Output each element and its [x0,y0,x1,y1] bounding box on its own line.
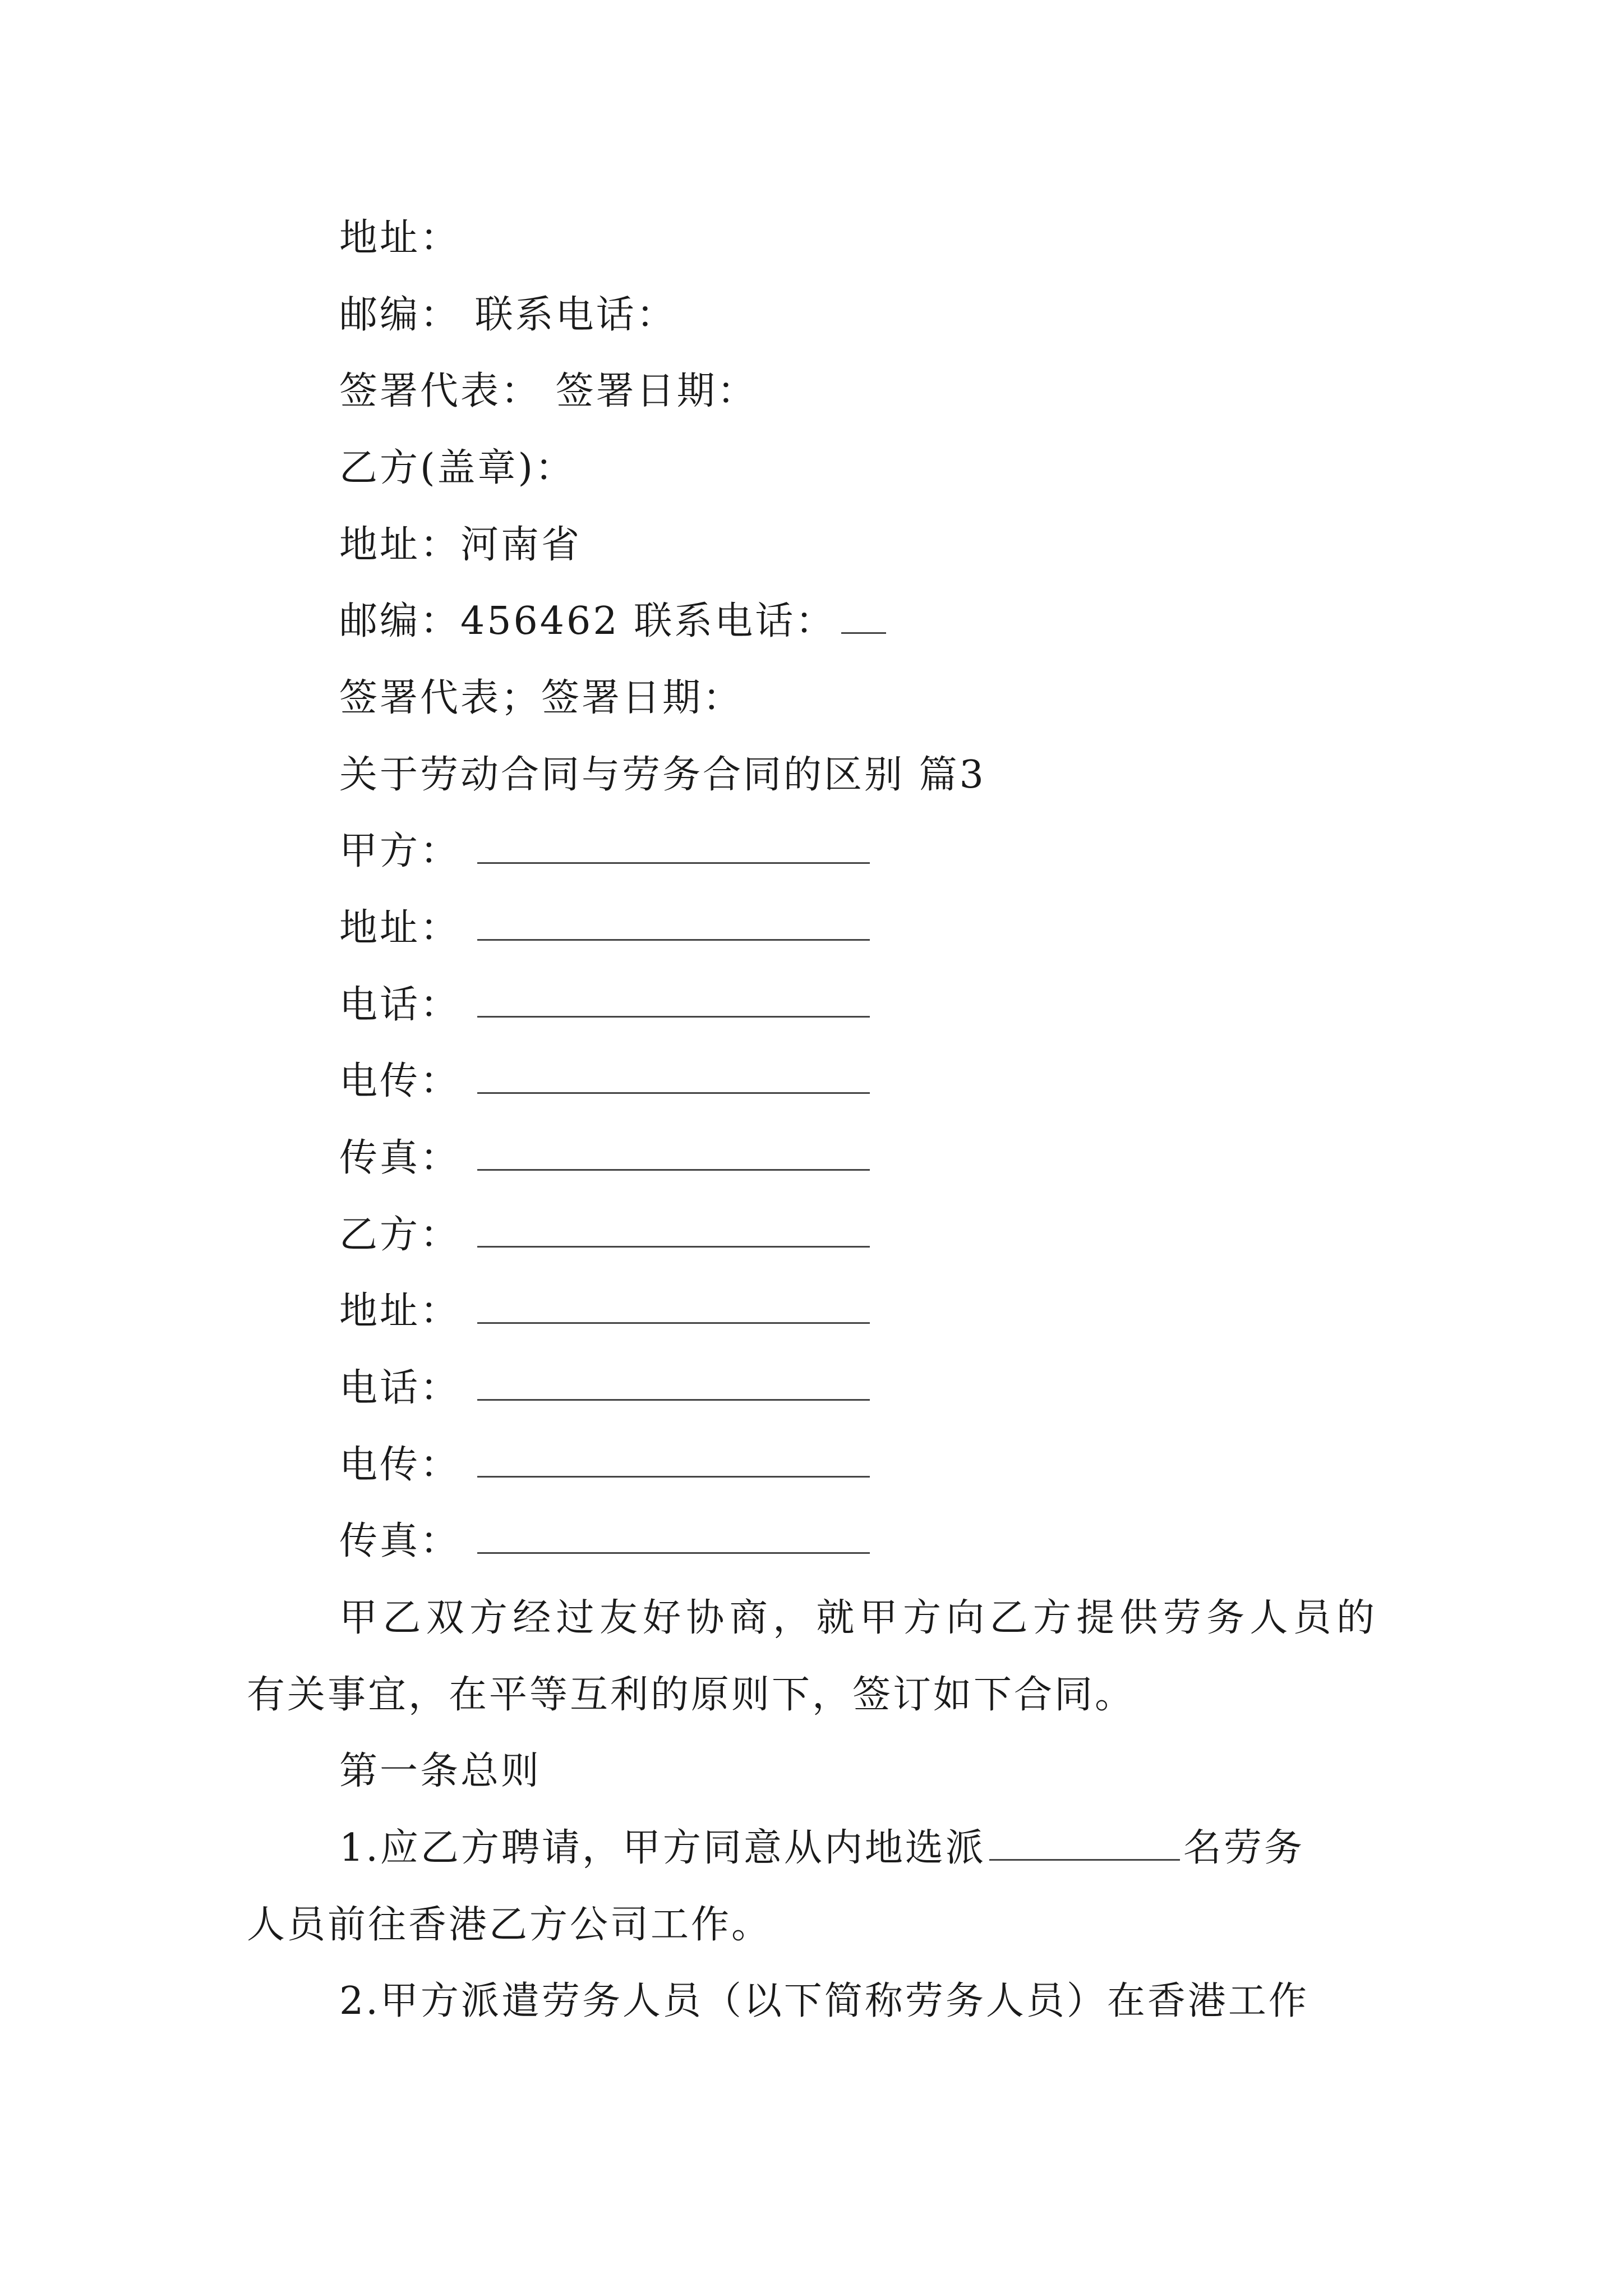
field-label: 电传： [339,1443,461,1487]
clause-2-line-1 [339,1979,1309,2024]
party-a-address-field [339,906,870,951]
party-b-field [339,1213,870,1258]
party-a-address-label [339,216,460,261]
party-a-telex-field [339,1059,870,1104]
text-line: 第一条总则 [339,1749,542,1793]
fill-in-blank [477,1550,870,1554]
party-a-fax-field [339,1136,870,1181]
fill-in-blank [477,860,870,864]
text-line: 签署代表；签署日期： [339,676,744,720]
fill-in-blank [477,1167,870,1171]
article-one-heading [339,1749,541,1794]
fill-in-blank [477,1014,870,1018]
party-b-postcode-line [339,599,886,644]
text-line: 人员前往香港乙方公司工作。 [247,1903,772,1947]
signatory-date-line [339,369,758,414]
postcode-phone-line [339,293,677,338]
preamble-line-1 [339,1596,1377,1641]
fill-in-blank [989,1857,1180,1861]
field-label: 地址： [339,1289,461,1333]
fill-in-blank [477,1320,870,1324]
field-label: 电话： [339,983,461,1027]
field-label: 电话： [339,1366,461,1410]
preamble-line-2 [247,1673,1135,1718]
fill-in-blank [477,1090,870,1094]
fill-in-blank [477,1474,870,1478]
party-b-fax-field [339,1519,870,1564]
text-line: 甲乙双方经过友好协商，就甲方向乙方提供劳务人员的 [339,1596,1377,1640]
text-line: 关于劳动合同与劳务合同的区别 篇3 [339,753,986,797]
text-line: 名劳务 [1183,1826,1304,1870]
party-b-phone-field [339,1366,870,1411]
party-b-telex-field [339,1443,870,1488]
field-label: 传真： [339,1136,461,1180]
text-line: 邮编： 联系电话： [339,293,677,337]
clause-1-line-2 [247,1903,772,1948]
field-label: 电传： [339,1059,461,1103]
text-line: 签署代表： 签署日期： [339,369,758,413]
field-label: 传真： [339,1519,461,1563]
fill-in-blank [477,1244,870,1248]
field-label: 甲方： [339,829,461,873]
text-line: 地址：河南省 [339,523,582,567]
party-b-seal-line [339,446,575,491]
fill-in-blank [477,937,870,941]
text-line: 1.应乙方聘请，甲方同意从内地选派 [339,1826,986,1870]
fill-in-blank [841,630,886,634]
party-a-field [339,829,870,874]
text-line: 2.甲方派遣劳务人员（以下简称劳务人员）在香港工作 [339,1979,1309,2023]
fill-in-blank [477,1397,870,1401]
text-line: 有关事宜，在平等互利的原则下，签订如下合同。 [247,1673,1136,1717]
text-line: 地址： [339,216,461,260]
field-label: 地址： [339,906,461,950]
party-b-address-line [339,523,582,568]
clause-1-line-1 [339,1826,1304,1871]
text-line: 乙方(盖章)： [339,446,576,490]
party-b-address-field [339,1289,870,1334]
party-b-signatory-line [339,676,743,721]
text-line: 邮编：456462 联系电话： [339,599,836,643]
field-label: 乙方： [339,1213,461,1257]
party-a-phone-field [339,983,870,1028]
section-heading [339,753,986,798]
